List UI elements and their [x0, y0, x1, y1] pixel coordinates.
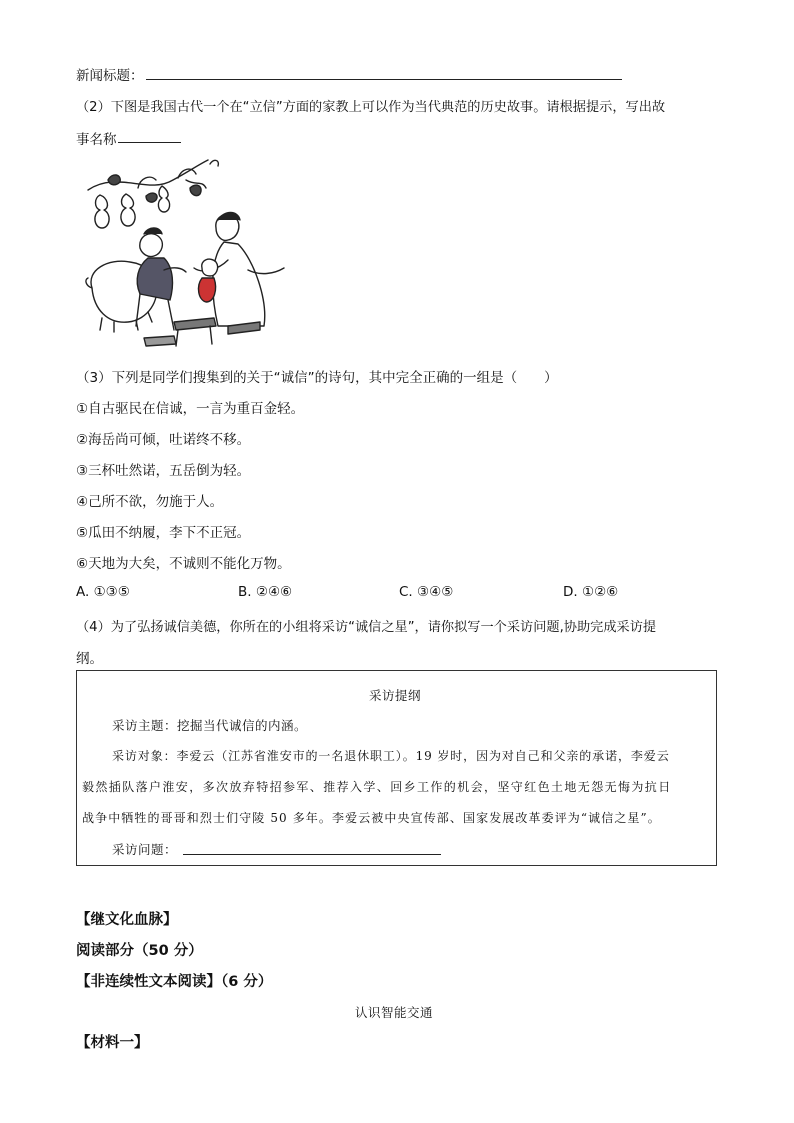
q3-item-3: ③三杯吐然诺，五岳倒为轻。 — [76, 463, 251, 479]
option-c[interactable]: C. ③④⑤ — [399, 584, 454, 600]
outline-theme: 采访主题：挖掘当代诚信的内涵。 — [112, 718, 308, 733]
q3-item-4: ④己所不欲，勿施于人。 — [76, 494, 224, 510]
outline-target-line2: 毅然插队落户淮安，多次放弃特招参军、推荐入学、回乡工作的机会，坚守红色土地无怨无悔为抗日 — [82, 780, 672, 794]
outline-title: 采访提纲 — [369, 688, 422, 703]
outline-question-label: 采访问题： — [112, 842, 178, 857]
q3-stem: （3）下列是同学们搜集到的关于“诚信”的诗句，其中完全正确的一组是（ ） — [76, 370, 558, 386]
option-a[interactable]: A. ①③⑤ — [76, 584, 130, 600]
headline-label: 新闻标题： — [76, 68, 144, 84]
option-d[interactable]: D. ①②⑥ — [563, 584, 619, 600]
section-heading-nonlinear — [76, 970, 272, 991]
q4-line2: 纲。 — [76, 651, 103, 667]
nonlinear-heading-score: （6 分） — [221, 974, 273, 990]
q2-line1: （2）下图是我国古代一个在“立信”方面的家教上可以作为当代典范的历史故事。请根据提示，写出故 — [76, 100, 666, 115]
section-heading-reading: 阅读部分（50 分） — [76, 943, 203, 959]
outline-target-line3: 战争中牺牲的哥哥和烈士们守陵 50 多年。李爱云被中央宣传部、国家发展改革委评为“诚信之星”。 — [82, 811, 661, 825]
article-title: 认识智能交通 — [355, 1005, 434, 1020]
headline-answer-line[interactable] — [146, 79, 622, 80]
q4-line1: （4）为了弘扬诚信美德，你所在的小组将采访“诚信之星”，请你拟写一个采访问题,协助完成采访提 — [76, 620, 657, 635]
nonlinear-heading-text: 【非连续性文本阅读】 — [76, 974, 221, 990]
q2-answer-line[interactable] — [118, 142, 181, 143]
q2-line2: 事名称 — [76, 132, 117, 148]
outline-question-answer-line[interactable] — [183, 854, 441, 855]
q3-item-5: ⑤瓜田不纳履，李下不正冠。 — [76, 525, 251, 541]
option-b[interactable]: B. ②④⑥ — [238, 584, 293, 600]
q3-item-1: ①自古驱民在信诚，一言为重百金轻。 — [76, 401, 305, 417]
illustration — [78, 150, 293, 350]
outline-target-line1: 采访对象：李爱云（江苏省淮安市的一名退休职工）。19 岁时，因为对自己和父亲的承诺，李爱云 — [112, 749, 670, 763]
section-heading-culture: 【继文化血脉】 — [76, 912, 178, 928]
story-illustration — [78, 150, 293, 350]
q3-item-6: ⑥天地为大矣，不诚则不能化万物。 — [76, 556, 291, 572]
material-one-label: 【材料一】 — [76, 1035, 149, 1051]
q3-item-2: ②海岳尚可倾，吐诺终不移。 — [76, 432, 251, 448]
